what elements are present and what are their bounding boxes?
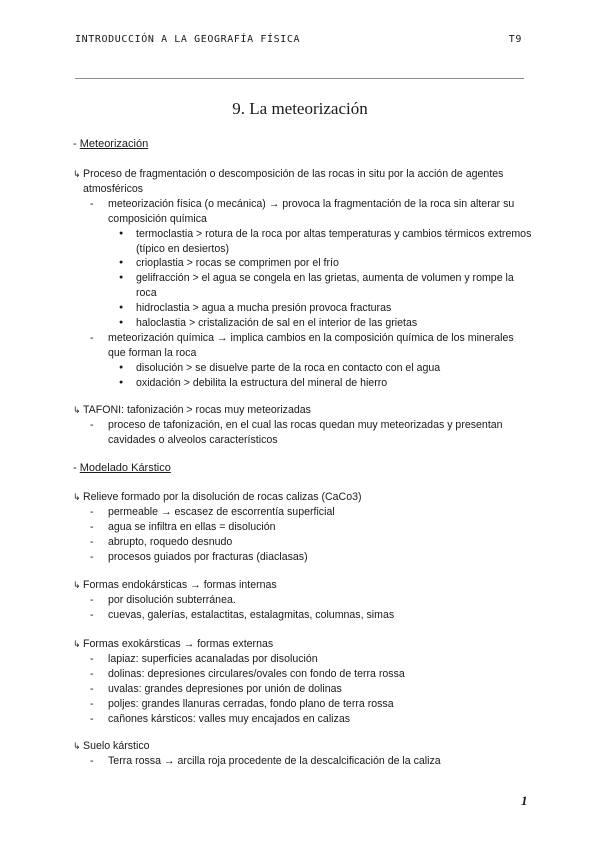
list-item: ● haloclastia > cristalización de sal en el interior de las grietas (119, 317, 418, 330)
section-heading-modelado-karstico: - Modelado Kárstico (73, 462, 171, 474)
bullet-icon: ● (119, 363, 124, 371)
page-title: 9. La meteorización (232, 99, 368, 118)
list-item: ● disolución > se disuelve parte de la roca en contacto con el agua (119, 361, 441, 374)
list-item: - lapiaz: superficies acanaladas por disolución (90, 652, 318, 665)
return-arrow-icon: ↳ (73, 169, 81, 179)
list-item: ↳ Proceso de fragmentación o descomposición de las rocas in situ por la acción de agentes atmosféricos (73, 168, 504, 195)
header-topic-code: T9 (508, 34, 522, 45)
list-item: - cuevas, galerías, estalactitas, estalagmitas, columnas, simas (90, 608, 395, 621)
bullet-icon: ● (119, 229, 124, 237)
list-item: ↳ Formas exokársticas → formas externas (73, 638, 274, 650)
paragraph-formas-endokarsticas (73, 578, 533, 623)
list-item: ↳ Suelo kárstico (73, 740, 150, 752)
list-item: - meteorización física (o mecánica) → provoca la fragmentación de la roca sin alterar su composición química (90, 197, 515, 225)
list-item: - uvalas: grandes depresiones por unión de dolinas (90, 682, 342, 695)
list-item: ● oxidación > debilita la estructura del mineral de hierro (119, 376, 388, 389)
list-item: - dolinas: depresiones circulares/ovales con fondo de terra rossa (90, 667, 405, 680)
list-item: - permeable → escasez de escorrentía superficial (90, 505, 335, 518)
list-item: - poljes: grandes llanuras cerradas, fondo plano de terra rossa (90, 697, 394, 710)
page-number: 1 (521, 793, 528, 808)
list-item: ↳ TAFONI: tafonización > rocas muy meteorizadas (73, 404, 311, 416)
return-arrow-icon: ↳ (73, 492, 81, 502)
running-header (75, 33, 522, 48)
return-arrow-icon: ↳ (73, 580, 81, 590)
bullet-icon: ● (119, 319, 124, 327)
list-item: - cañones kársticos: valles muy encajados en calizas (90, 712, 351, 725)
list-item: - Terra rossa → arcilla roja procedente de la descalcificación de la caliza (90, 754, 441, 767)
paragraph-formas-exokarsticas (73, 637, 533, 726)
paragraph-suelo-karstico (73, 739, 533, 769)
list-item: - proceso de tafonización, en el cual las rocas quedan muy meteorizadas y presentan cavidades o alveolos característicos (90, 418, 503, 446)
list-item: - agua se infiltra en ellas = disolución (90, 520, 276, 533)
return-arrow-icon: ↳ (73, 741, 81, 751)
list-item: ↳ Relieve formado por la disolución de rocas calizas (CaCo3) (73, 491, 362, 503)
list-item: ● gelifracción > el agua se congela en las grietas, aumenta de volumen y rompe la roca (119, 272, 514, 300)
section-label: Modelado Kárstico (79, 462, 171, 474)
paragraph-meteorizacion-definition (73, 167, 533, 391)
list-item: ↳ Formas endokársticas → formas internas (73, 579, 277, 591)
bullet-icon: ● (119, 274, 124, 282)
list-item: ● crioplastia > rocas se comprimen por el frío (119, 257, 339, 270)
list-item: - por disolución subterránea. (90, 593, 236, 606)
list-item: - abrupto, roquedo desnudo (90, 535, 233, 548)
bullet-icon: ● (119, 304, 124, 312)
return-arrow-icon: ↳ (73, 405, 81, 415)
list-item: - meteorización química → implica cambios en la composición química de los minerales que forman la roca (90, 331, 514, 359)
bullet-icon: ● (119, 378, 124, 386)
bullet-icon: ● (119, 259, 124, 267)
list-item: ● hidroclastia > agua a mucha presión provoca fracturas (119, 302, 392, 315)
header-course-title: INTRODUCCIÓN A LA GEOGRAFÍA FÍSICA (75, 34, 301, 45)
section-heading-meteorizacion: - Meteorización (73, 138, 149, 150)
header-divider (75, 78, 524, 79)
paragraph-relieve (73, 490, 533, 565)
list-item: ● termoclastia > rotura de la roca por altas temperaturas y cambios térmicos extremos (típico en desiertos) (119, 227, 532, 255)
list-item: - procesos guiados por fracturas (diaclasas) (90, 550, 308, 563)
section-label: Meteorización (79, 138, 149, 150)
paragraph-tafoni (73, 403, 533, 448)
return-arrow-icon: ↳ (73, 639, 81, 649)
